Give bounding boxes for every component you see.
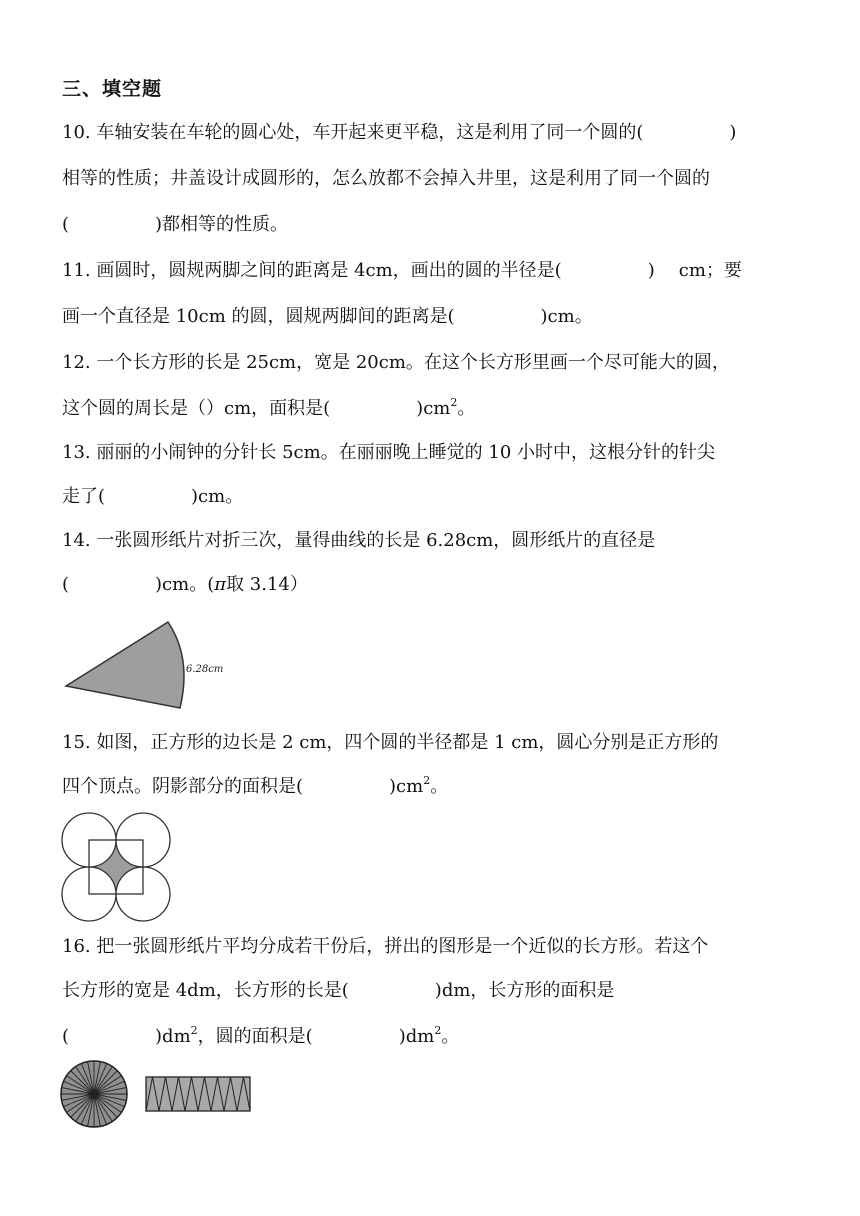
q15-line1: 15. 如图，正方形的边长是 2 cm，四个圆的半径都是 1 cm，圆心分别是正方形的 (62, 732, 719, 753)
q11-line2 (62, 302, 593, 332)
q10-line2: 相等的性质；井盖设计成圆形的，怎么放都不会掉入井里，这是利用了同一个圆的 (62, 168, 710, 189)
q16-line2 (62, 976, 614, 1006)
sector-figure (60, 618, 260, 710)
circle-sectors (61, 1061, 127, 1127)
approx-rectangle-figure (144, 1075, 252, 1113)
q12-text-b: )cm (416, 398, 451, 419)
rectangle-outline (146, 1077, 250, 1111)
q15-sup: 2 (423, 774, 431, 787)
q13-line1: 13. 丽丽的小闹钟的分针长 5cm。在丽丽晚上睡觉的 10 小时中，这根分针的针尖 (62, 442, 716, 463)
q15-line2 (62, 772, 448, 802)
q14-line1: 14. 一张圆形纸片对折三次，量得曲线的长是 6.28cm，圆形纸片的直径是 (62, 530, 656, 551)
section-title: 三、填空题 (62, 78, 163, 100)
sector-label: 6.28cm (186, 664, 224, 675)
q16-text-e: ，圆的面积是( (197, 1026, 313, 1047)
divided-circle-figure (58, 1058, 130, 1130)
q14-text-a: ( (62, 574, 70, 595)
square-circles-figure (58, 812, 174, 924)
q14-line2 (62, 570, 308, 600)
q11-text-b: ) (647, 260, 655, 281)
q10-text-c: ( (62, 214, 70, 235)
q16-text-d: )dm (155, 1026, 191, 1047)
q14-text-c: 取 3.14） (226, 574, 308, 595)
q16-line1: 16. 把一张圆形纸片平均分成若干份后，拼出的图形是一个近似的长方形。若这个 (62, 936, 709, 957)
q13-text-a: 走了( (62, 486, 106, 507)
q13-text-b: )cm。 (191, 486, 244, 507)
q11-text-d: 画一个直径是 10cm 的圆，圆规两脚间的距离是( (62, 306, 455, 327)
q10-text-b: ) (729, 122, 737, 143)
q11-line1 (62, 256, 742, 286)
q10-text-d: )都相等的性质。 (155, 214, 289, 235)
q16-sup-2: 2 (434, 1024, 442, 1037)
q16-text-f: )dm (398, 1026, 435, 1047)
q16-sup-1: 2 (190, 1024, 198, 1037)
q14-text-b: )cm。( (155, 574, 215, 595)
q11-text-a: 11. 画圆时，圆规两脚之间的距离是 4cm，画出的圆的半径是( (62, 260, 562, 281)
q16-text-g: 。 (441, 1026, 460, 1047)
sector-shape (66, 622, 184, 708)
q13-line2 (62, 482, 243, 512)
q16-text-b: )dm，长方形的面积是 (434, 980, 615, 1001)
q10-line1 (62, 118, 736, 148)
q16-text-c: ( (62, 1026, 70, 1047)
q16-line3 (62, 1022, 459, 1052)
q12-line2 (62, 394, 475, 424)
q11-text-c: cm；要 (678, 260, 742, 281)
q15-text-c: 。 (430, 776, 449, 797)
q15-text-a: 四个顶点。阴影部分的面积是( (62, 776, 304, 797)
q12-text-a: 这个圆的周长是（）cm，面积是( (62, 398, 331, 419)
q10-line3 (62, 210, 288, 240)
q10-text-a: 10. 车轴安装在车轮的圆心处，车开起来更平稳，这是利用了同一个圆的( (62, 122, 644, 143)
pi-symbol: π (214, 574, 227, 595)
q12-sup: 2 (450, 396, 458, 409)
q16-text-a: 长方形的宽是 4dm，长方形的长是( (62, 980, 349, 1001)
q11-text-e: )cm。 (540, 306, 593, 327)
q12-line1: 12. 一个长方形的长是 25cm，宽是 20cm。在这个长方形里画一个尽可能大的圆， (62, 352, 730, 373)
q15-text-b: )cm (389, 776, 424, 797)
q12-text-c: 。 (457, 398, 476, 419)
